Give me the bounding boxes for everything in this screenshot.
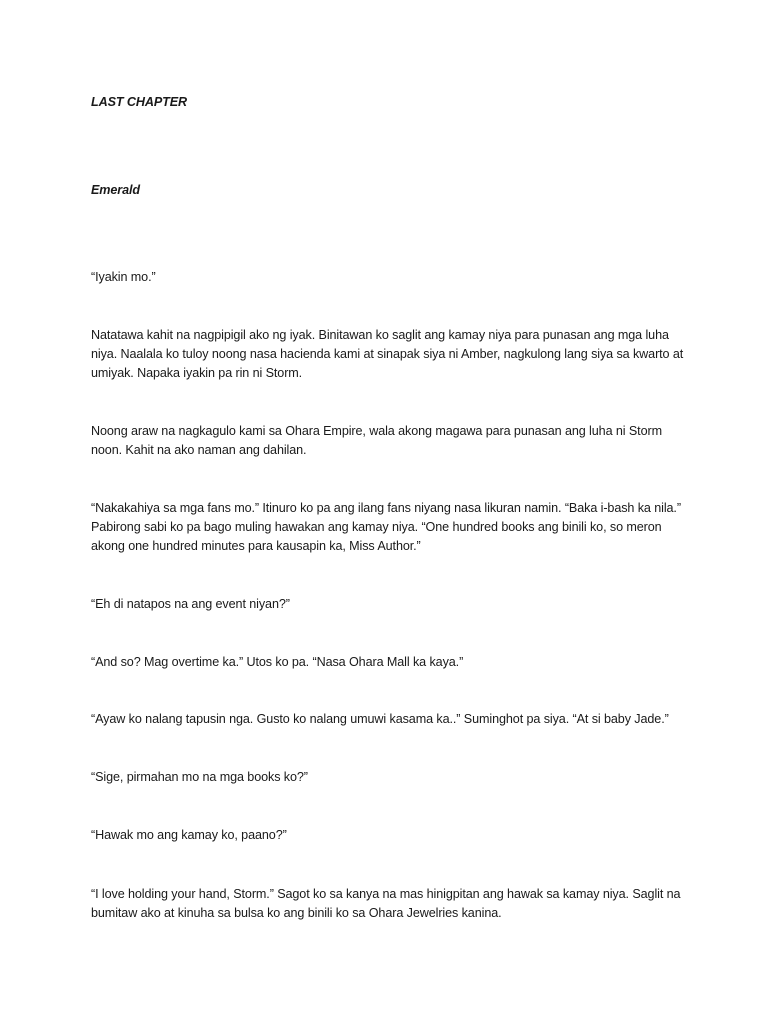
paragraph-6: “And so? Mag overtime ka.” Utos ko pa. “Nasa Ohara Mall ka kaya.” xyxy=(91,655,464,669)
paragraph-8: “Sige, pirmahan mo na mga books ko?” xyxy=(91,770,308,784)
chapter-title: LAST CHAPTER xyxy=(91,95,188,109)
paragraph-2: Natatawa kahit na nagpipigil ako ng iyak. Binitawan ko saglit ang kamay niya para punasan ang mga luha niya. Naalala ko tuloy noong nasa hacienda kami at sinapak siya ni Amber, nagkulong lang siya sa kwarto at umiyak. Napaka iyakin pa rin ni Storm. xyxy=(91,328,684,380)
paragraph-9: “Hawak mo ang kamay ko, paano?” xyxy=(91,828,287,842)
paragraph-5: “Eh di natapos na ang event niyan?” xyxy=(91,597,290,611)
paragraph-3: Noong araw na nagkagulo kami sa Ohara Empire, wala akong magawa para punasan ang luha ni Storm noon. Kahit na ako naman ang dahilan. xyxy=(91,424,662,457)
paragraph-7: “Ayaw ko nalang tapusin nga. Gusto ko nalang umuwi kasama ka..” Suminghot pa siya. “At si baby Jade.” xyxy=(91,712,669,726)
paragraph-1: “Iyakin mo.” xyxy=(91,270,156,284)
pov-name: Emerald xyxy=(91,183,140,197)
paragraph-10: “I love holding your hand, Storm.” Sagot ko sa kanya na mas hinigpitan ang hawak sa kamay niya. Saglit na bumitaw ako at kinuha sa bulsa ko ang binili ko sa Ohara Jewelries kanina. xyxy=(91,887,681,920)
paragraph-4: “Nakakahiya sa mga fans mo.” Itinuro ko pa ang ilang fans niyang nasa likuran namin. “Baka i-bash ka nila.” Pabirong sabi ko pa bago muling hawakan ang kamay niya. “One hundred books ang binili ko, so meron akong one hundred minutes para kausapin ka, Miss Author.” xyxy=(91,501,681,553)
